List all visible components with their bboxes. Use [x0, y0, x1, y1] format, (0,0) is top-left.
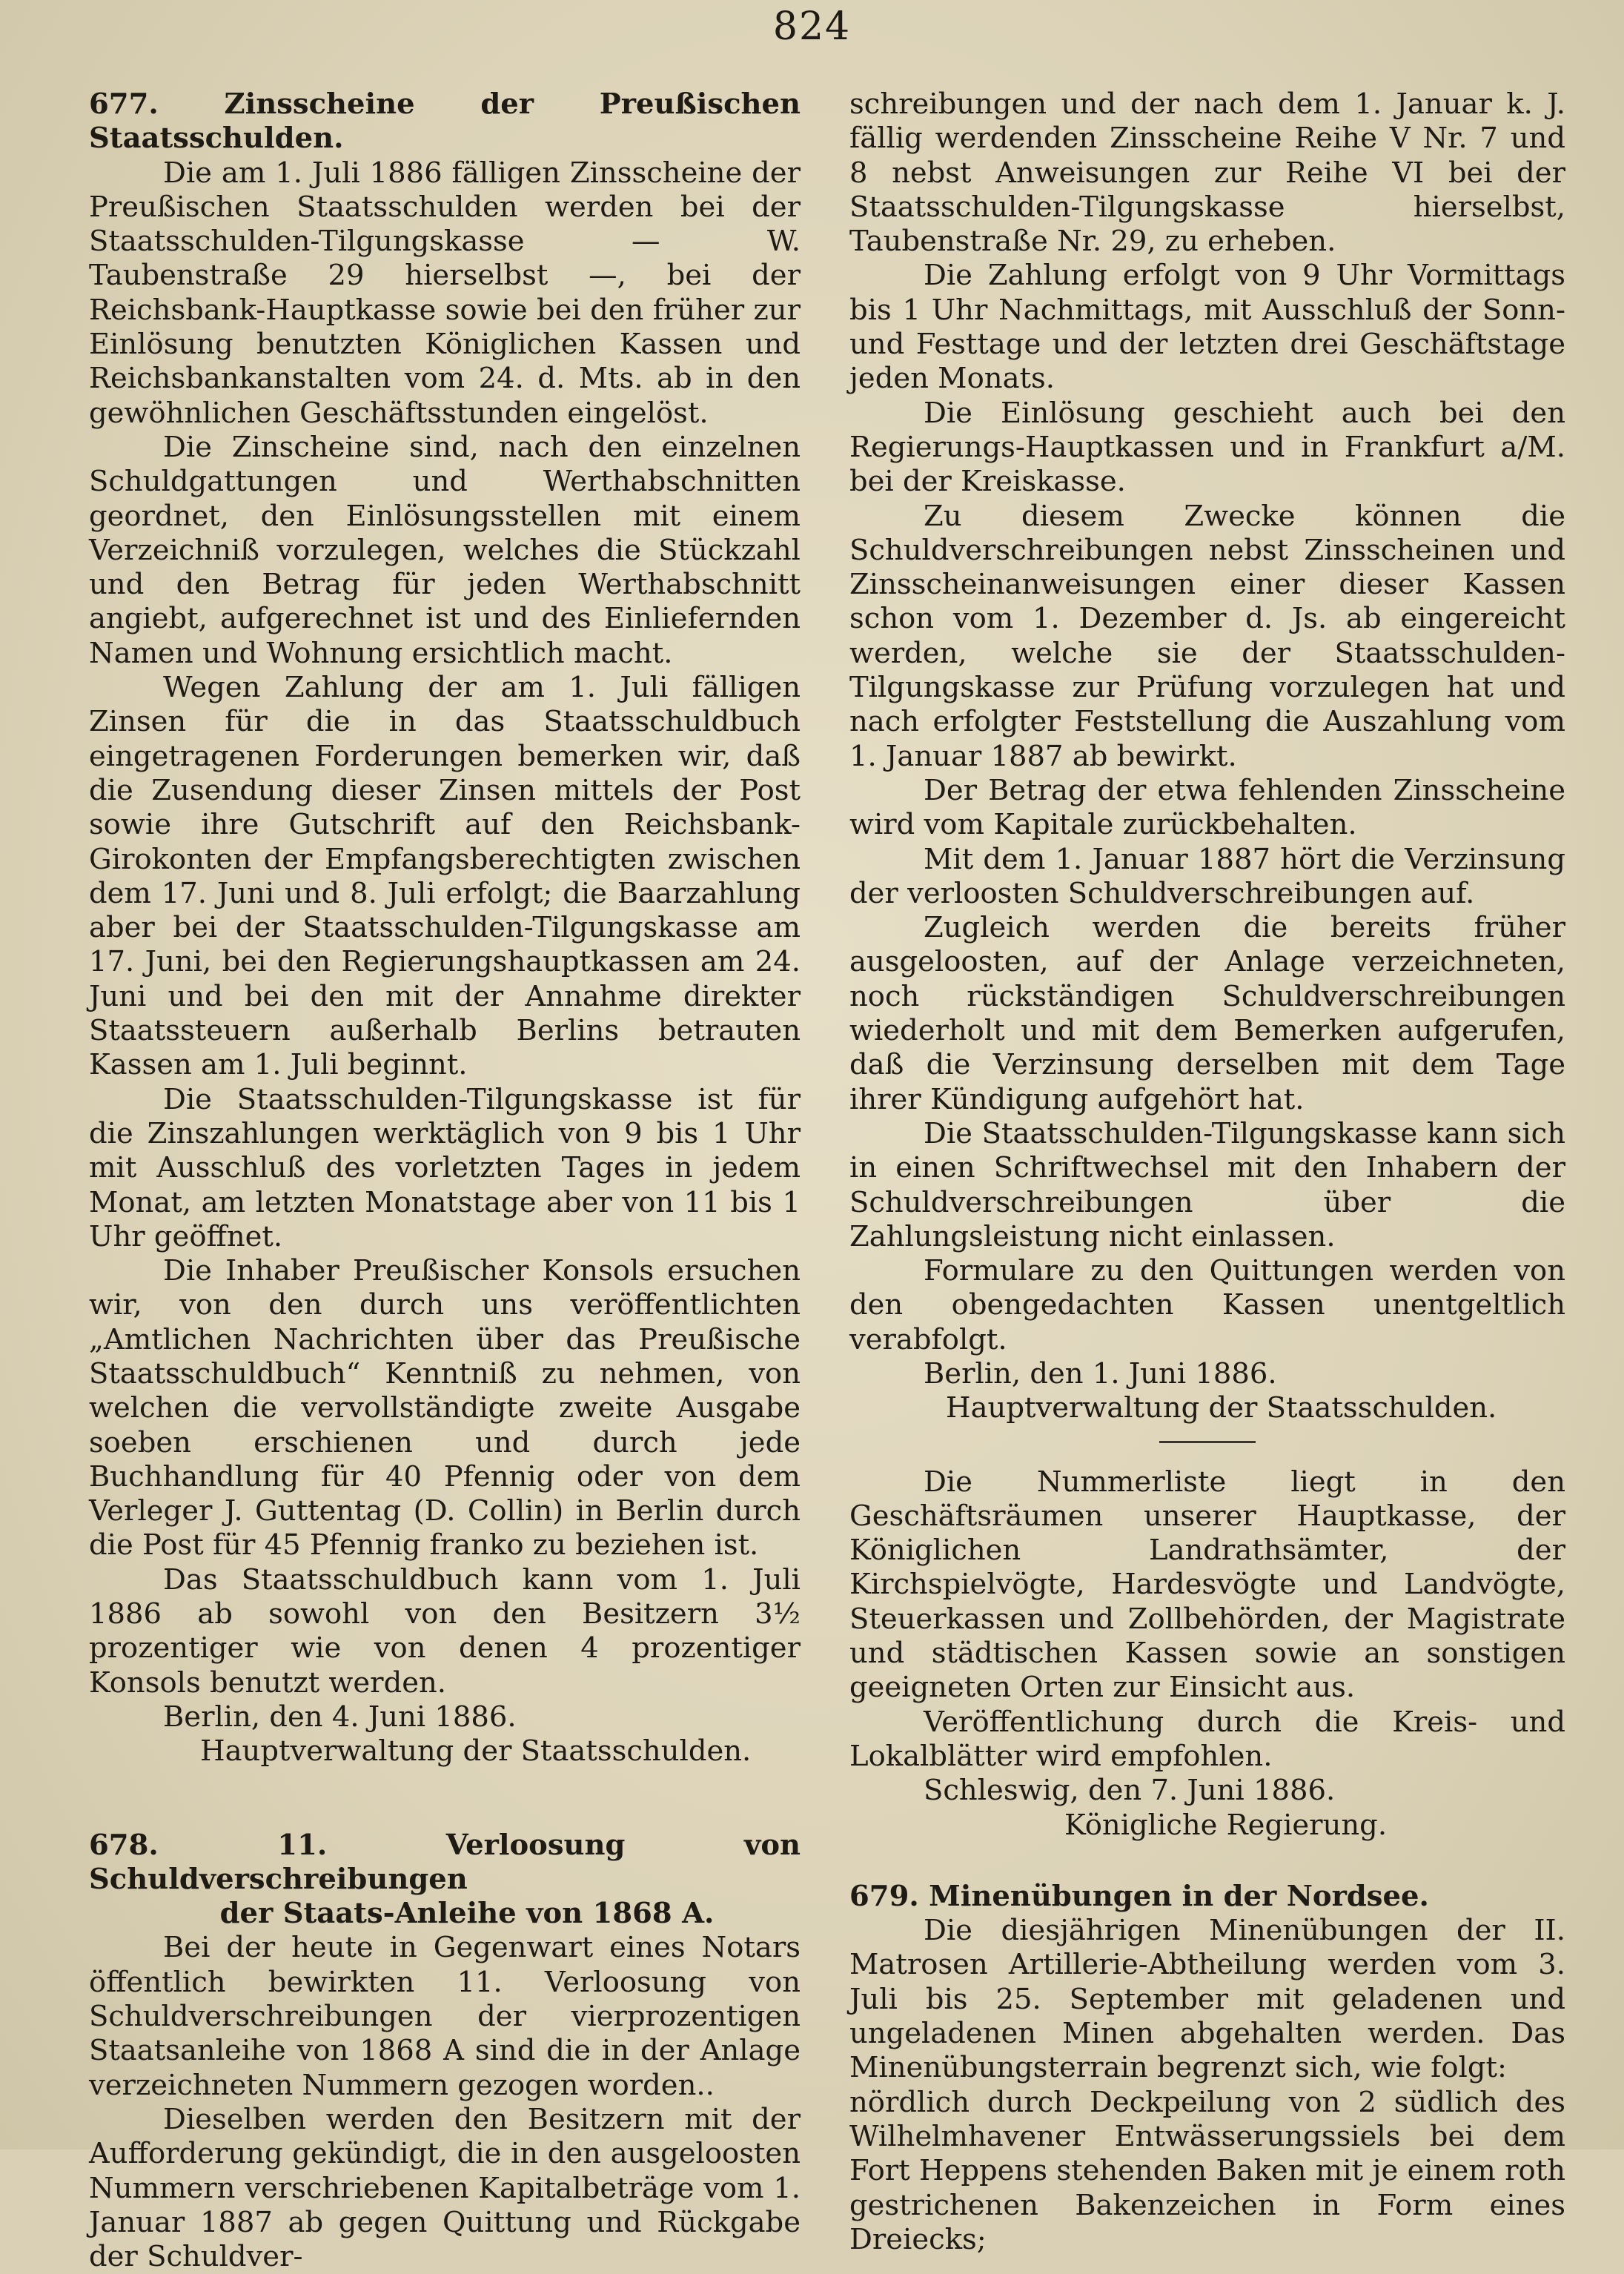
section-678-paragraph: Die Einlösung geschieht auch bei den Regierungs-Hauptkassen und in Frankfurt a/M. bei der Kreiskasse. [849, 396, 1565, 499]
section-678-notice-paragraph: Die Nummerliste liegt in den Geschäftsräumen unserer Hauptkasse, der Königlichen Landrathsämter, der Kirchspielvögte, Hardesvögte und Landvögte, Steuerkassen und Zollbehörden, der Magistrate und städtischen Kassen sowie an sonstigen geeigneten Orten zur Einsicht aus. [849, 1465, 1565, 1705]
section-677-paragraph: Die Inhaber Preußischer Konsols ersuchen wir, von den durch uns veröffentlichten „Amtlichen Nachrichten über das Preußische Staatsschuldbuch“ Kenntniß zu nehmen, von welchen die vervollständigte zweite Ausgabe soeben erschienen und durch jede Buchhandlung für 40 Pfennig oder von dem Verleger J. Guttentag (D. Collin) in Berlin durch die Post für 45 Pfennig franko zu beziehen ist. [89, 1254, 801, 1562]
section-678-paragraph: Bei der heute in Gegenwart eines Notars öffentlich bewirkten 11. Verloosung von Schuldverschreibungen der vierprozentigen Staatsanleihe von 1868 A sind die in der Anlage verzeichneten Nummern gezogen worden.. [89, 1931, 801, 2102]
section-677-paragraph: Wegen Zahlung der am 1. Juli fälligen Zinsen für die in das Staatsschuldbuch eingetragenen Forderungen bemerken wir, daß die Zusendung dieser Zinsen mittels der Post sowie ihre Gutschrift auf den Reichsbank-Girokonten der Empfangsberechtigten zwischen dem 17. Juni und 8. Juli erfolgt; die Baarzahlung aber bei der Staatsschulden-Tilgungskasse am 17. Juni, bei den Regierungshauptkassen am 24. Juni und bei den mit der Annahme direkter Staatssteuern außerhalb Berlins betrauten Kassen am 1. Juli beginnt. [89, 671, 801, 1082]
section-678-notice-place-date: Schleswig, den 7. Juni 1886. [924, 1774, 1336, 1808]
section-divider [1159, 1441, 1256, 1443]
section-678-paragraph: Zu diesem Zwecke können die Schuldverschreibungen nebst Zinsscheinen und Zinsscheinanweisungen einer dieser Kassen schon vom 1. Dezember d. Js. ab eingereicht werden, welche sie der Staatsschulden-Tilgungskasse zur Prüfung vorzulegen hat und nach erfolgter Feststellung die Auszahlung vom 1. Januar 1887 ab bewirkt. [849, 499, 1565, 773]
section-677-paragraph: Das Staatsschuldbuch kann vom 1. Juli 1886 ab sowohl von den Besitzern 3½ prozentiger wie von denen 4 prozentiger Konsols benutzt werden. [89, 1562, 801, 1700]
section-677-heading: 677. Zinsscheine der Preußischen Staatsschulden. [89, 87, 801, 156]
section-678-paragraph: Zugleich werden die bereits früher ausgeloosten, auf der Anlage verzeichneten, noch rückständigen Schuldverschreibungen wiederholt und mit dem Bemerken aufgerufen, daß die Verzinsung derselben mit dem Tage ihrer Kündigung aufgehört hat. [849, 911, 1565, 1116]
section-678-continuation: schreibungen und der nach dem 1. Januar k. J. fällig werdenden Zinsscheine Reihe V Nr. 7 und 8 nebst Anweisungen zur Reihe VI bei der Staatsschulden-Tilgungskasse hierselbst, Taubenstraße Nr. 29, zu erheben. [849, 87, 1565, 259]
section-678-heading-line1: 678. 11. Verloosung von Schuldverschreibungen [89, 1828, 801, 1896]
section-679-heading: 679. Minenübungen in der Nordsee. [849, 1879, 1429, 1913]
right-column [849, 87, 1565, 2257]
section-678-paragraph: Formulare zu den Quittungen werden von den obengedachten Kassen unentgeltlich verabfolgt. [849, 1254, 1565, 1356]
section-678-paragraph: Dieselben werden den Besitzern mit der Aufforderung gekündigt, die in den ausgeloosten Nummern verschriebenen Kapitalbeträge vom 1. Januar 1887 ab gegen Quittung und Rückgabe der Schuldver- [89, 2102, 801, 2274]
section-678-place-date: Berlin, den 1. Juni 1886. [924, 1356, 1277, 1390]
section-679-paragraph: nördlich durch Deckpeilung von 2 südlich des Wilhelmhavener Entwässerungssiels bei dem Fort Heppens stehenden Baken mit je einem roth gestrichenen Bakenzeichen in Form eines Dreiecks; [849, 2085, 1565, 2256]
section-677-paragraph: Die Zinscheine sind, nach den einzelnen Schuldgattungen und Werthabschnitten geordnet, den Einlösungsstellen mit einem Verzeichniß vorzulegen, welches die Stückzahl und den Betrag für jeden Werthabschnitt angiebt, aufgerechnet ist und des Einliefernden Namen und Wohnung ersichtlich macht. [89, 430, 801, 670]
section-677-paragraph: Die Staatsschulden-Tilgungskasse ist für die Zinszahlungen werktäglich von 9 bis 1 Uhr mit Ausschluß des vorletzten Tages in jedem Monat, am letzten Monatstage aber von 11 bis 1 Uhr geöffnet. [89, 1082, 801, 1253]
section-678-paragraph: Der Betrag der etwa fehlenden Zinsscheine wird vom Kapitale zurückbehalten. [849, 773, 1565, 842]
section-677-place-date: Berlin, den 4. Juni 1886. [163, 1700, 517, 1734]
section-678-paragraph: Die Staatsschulden-Tilgungskasse kann sich in einen Schriftwechsel mit den Inhabern der Schuldverschreibungen über die Zahlungsleistung nicht einlassen. [849, 1116, 1565, 1253]
section-678-heading-line2: der Staats-Anleihe von 1868 A. [219, 1897, 715, 1931]
section-678-authority: Hauptverwaltung der Staatsschulden. [946, 1391, 1497, 1425]
section-678-notice-authority: Königliche Regierung. [1064, 1808, 1388, 1842]
section-678-paragraph: Die Zahlung erfolgt von 9 Uhr Vormittags bis 1 Uhr Nachmittags, mit Ausschluß der Sonn- und Festtage und der letzten drei Geschäftstage jeden Monats. [849, 259, 1565, 396]
section-677-authority: Hauptverwaltung der Staatsschulden. [200, 1734, 752, 1769]
section-677-paragraph: Die am 1. Juli 1886 fälligen Zinsscheine der Preußischen Staatsschulden werden bei der Staatsschulden-Tilgungskasse — W. Taubenstraße 29 hierselbst —, bei der Reichsbank-Hauptkasse sowie bei den früher zur Einlösung benutzten Königlichen Kassen und Reichsbankanstalten vom 24. d. Mts. ab in den gewöhnlichen Geschäftsstunden eingelöst. [89, 156, 801, 430]
left-column [89, 87, 801, 2274]
section-678-paragraph: Mit dem 1. Januar 1887 hört die Verzinsung der verloosten Schuldverschreibungen auf. [849, 842, 1565, 910]
page-number: 824 [772, 4, 852, 49]
section-679-paragraph: Die diesjährigen Minenübungen der II. Matrosen Artillerie-Abtheilung werden vom 3. Juli bis 25. September mit geladenen und ungeladenen Minen abgehalten werden. Das Minenübungsterrain begrenzt sich, wie folgt: [849, 1914, 1565, 2085]
section-678-notice-paragraph: Veröffentlichung durch die Kreis- und Lokalblätter wird empfohlen. [849, 1705, 1565, 1773]
